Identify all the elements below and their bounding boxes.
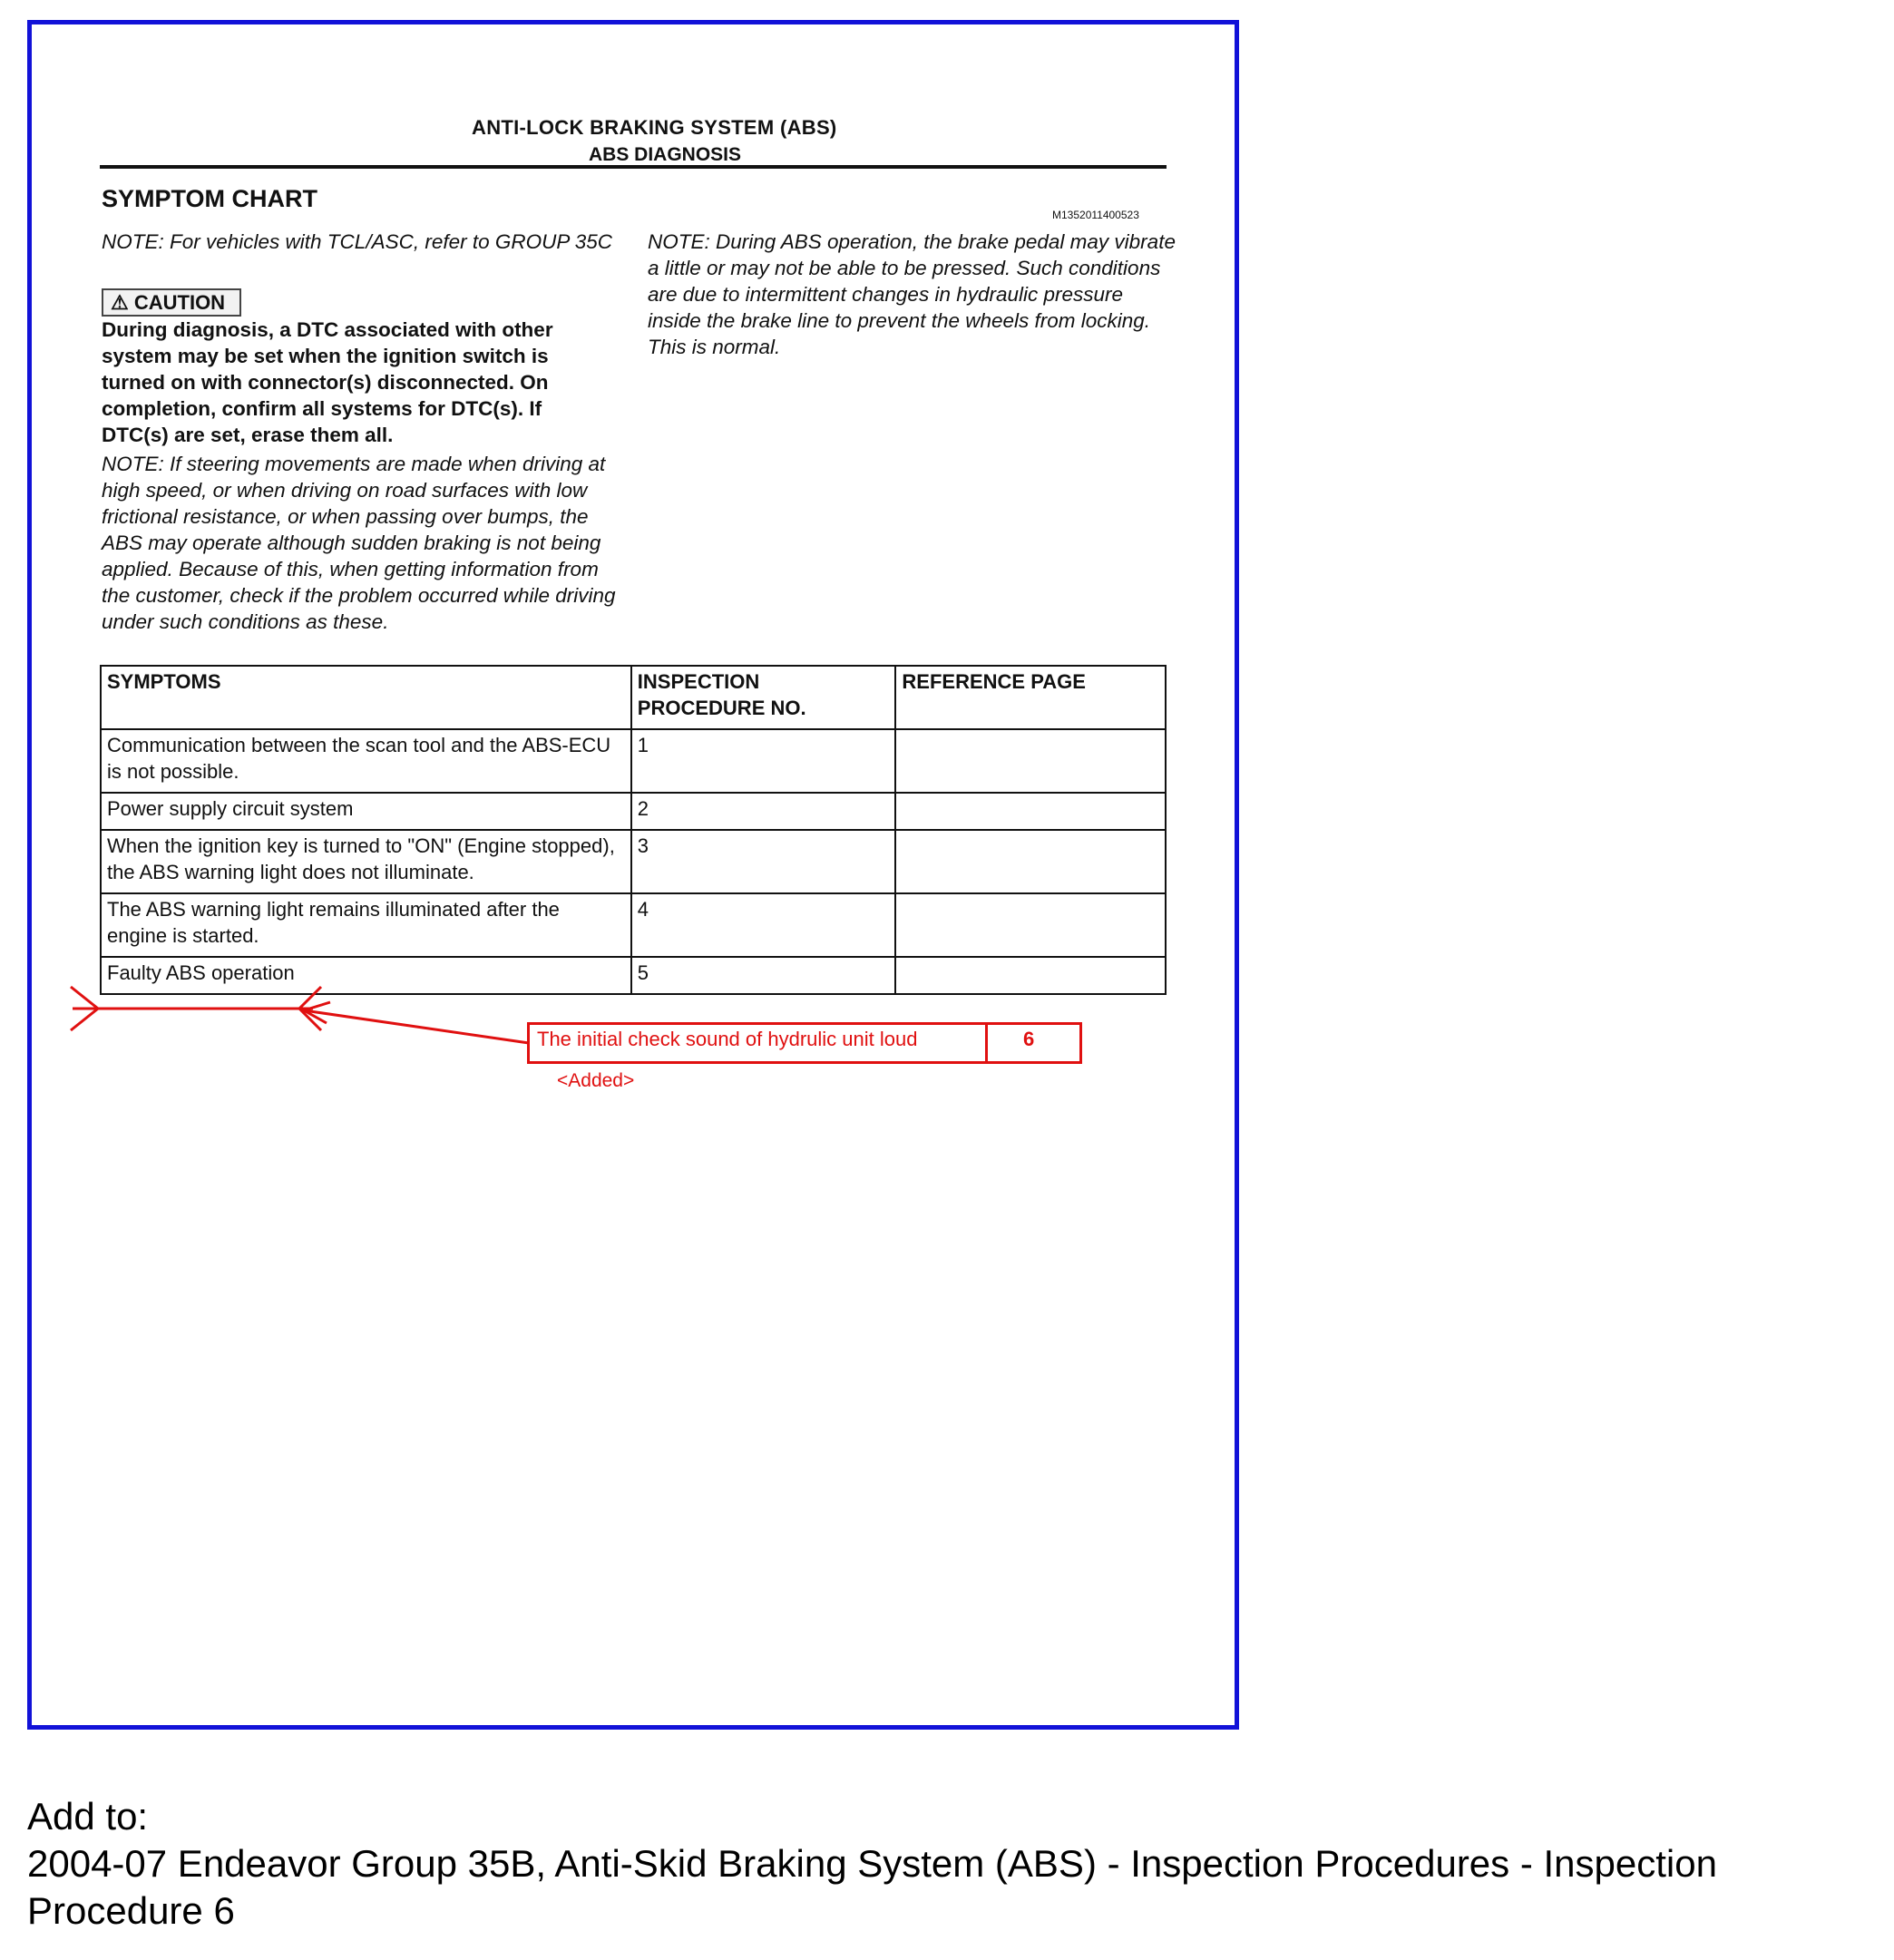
section-title: SYMPTOM CHART — [102, 185, 318, 212]
caption-line-1: Add to: — [27, 1795, 149, 1838]
added-row-symptom: The initial check sound of hydrulic unit loud — [537, 1028, 918, 1050]
symptom-cell: When the ignition key is turned to "ON" (Engine stopped), the ABS warning light does not illuminate. — [101, 830, 631, 893]
procedure-cell: 2 — [631, 793, 896, 830]
note-tcl-asc: NOTE: For vehicles with TCL/ASC, refer to GROUP 35C — [102, 230, 613, 253]
caution-text: During diagnosis, a DTC associated with other system may be set when the ignition switch is turned on with connector(s) disconnected. On completion, confirm all systems for DTC(s). If DTC(s) are set, erase them all. — [102, 318, 553, 446]
symptom-cell: Faulty ABS operation — [101, 957, 631, 994]
procedure-cell: 4 — [631, 893, 896, 957]
symptom-cell: Communication between the scan tool and the ABS-ECU is not possible. — [101, 729, 631, 793]
caption — [27, 1793, 1878, 1935]
column-header-symptoms: SYMPTOMS — [101, 666, 631, 729]
procedure-cell: 1 — [631, 729, 896, 793]
added-tag: <Added> — [557, 1070, 635, 1091]
added-row-procedure: 6 — [1023, 1028, 1035, 1050]
page-header-subtitle: ABS DIAGNOSIS — [589, 144, 742, 165]
warning-triangle-icon: ⚠ — [111, 291, 129, 314]
column-header-procedure: INSPECTION PROCEDURE NO. — [631, 666, 896, 729]
procedure-cell: 3 — [631, 830, 896, 893]
note-abs-operation: NOTE: During ABS operation, the brake pedal may vibrate a little or may not be able to be pressed. Such conditions are due to intermittent changes in hydraulic pressure inside the brake line to prevent the wheels from locking. This is normal. — [648, 230, 1176, 358]
caption-line-2: 2004-07 Endeavor Group 35B, Anti-Skid Braking System (ABS) - Inspection Procedures - Inspection Procedure 6 — [27, 1842, 1717, 1932]
added-row-divider — [985, 1022, 988, 1064]
caution-label-text: CAUTION — [133, 291, 226, 314]
symptom-cell: The ABS warning light remains illuminated after the engine is started. — [101, 893, 631, 957]
column-header-reference: REFERENCE PAGE — [895, 666, 1166, 729]
note-steering: NOTE: If steering movements are made when driving at high speed, or when driving on road surfaces with low frictional resistance, or when passing over bumps, the ABS may operate although sudden braking is not being applied. Because of this, when getting information from the customer, check if the problem occurred while driving under such conditions as these. — [102, 453, 616, 633]
page-header-title: ANTI-LOCK BRAKING SYSTEM (ABS) — [472, 116, 837, 139]
symptom-cell: Power supply circuit system — [101, 793, 631, 830]
procedure-cell: 5 — [631, 957, 896, 994]
document-code: M1352011400523 — [1052, 209, 1139, 221]
